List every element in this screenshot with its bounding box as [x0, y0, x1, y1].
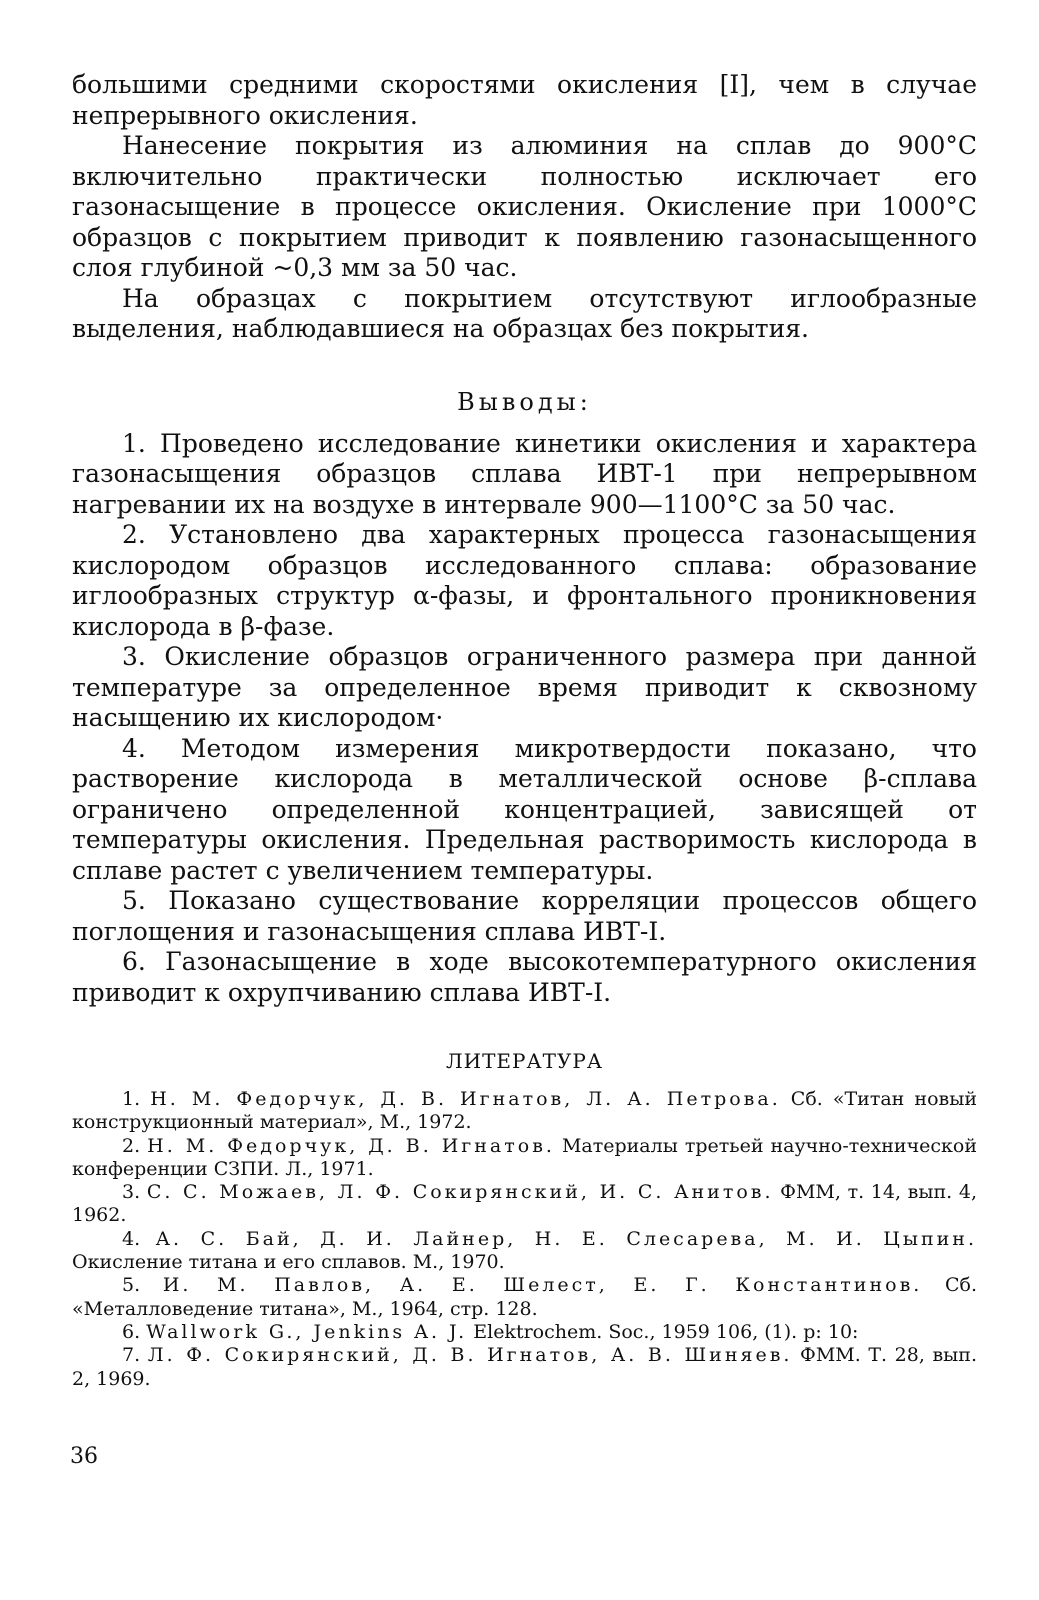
paragraph-2: Нанесение покрытия из алюминия на сплав до 900°C включительно практически полностью исключает его газонасыщение в процессе окисления. Окисление при 1000°C образцов с покрытием приводит к появлению газонасыщенного слоя глубиной ~0,3 мм за 50 час. [72, 131, 977, 282]
main-text [72, 70, 977, 345]
page-content [72, 70, 977, 1391]
reference-number: 3. [122, 1181, 141, 1204]
reference-item [72, 1135, 977, 1182]
reference-item [72, 1274, 977, 1321]
reference-authors: С. С. Можаев, Л. Ф. Сокирянский, И. С. Анитов. [146, 1181, 774, 1204]
conclusions-list [72, 429, 977, 1009]
paragraph-1: большими средними скоростями окисления [I], чем в случае непрерывного окисления. [72, 70, 977, 130]
reference-item [72, 1181, 977, 1228]
literature-heading: ЛИТЕРАТУРА [445, 1049, 604, 1073]
reference-list [72, 1088, 977, 1391]
reference-source: Сб. «Металловедение титана», М., 1964, стр. 128. [72, 1274, 977, 1320]
reference-authors: Л. Ф. Сокирянский, Д. В. Игнатов, А. В. Шиняев. [147, 1344, 793, 1367]
reference-authors: Wallwork G., Jenkins A. J. [146, 1320, 468, 1343]
reference-item [72, 1321, 977, 1344]
reference-number: 4. [122, 1227, 141, 1250]
reference-number: 7. [122, 1344, 141, 1367]
reference-authors: А. С. Бай, Д. И. Лайнер, Н. Е. Слесарева, М. И. Цыпин. [155, 1227, 977, 1250]
conclusion-item-1: 1. Проведено исследование кинетики окисления и характера газонасыщения образцов сплава ИВТ-1 при непрерывном нагревании их на воздухе в интервале 900—1100°C за 50 час. [72, 428, 977, 519]
reference-source: Материалы третьей научно-технической конференции СЗПИ. Л., 1971. [72, 1134, 977, 1180]
reference-item [72, 1344, 977, 1391]
conclusions-heading: Выводы: [457, 387, 592, 416]
reference-source: Elektrochem. Soc., 1959 106, (1). p: 10: [467, 1320, 859, 1343]
reference-number: 6. [122, 1320, 141, 1343]
reference-source: Сб. «Титан новый конструкционный материал», М., 1972. [72, 1088, 977, 1134]
reference-source: ФММ, т. 14, вып. 4, 1962. [72, 1181, 977, 1227]
conclusion-item-6: 6. Газонасыщение в ходе высокотемпературного окисления приводит к охрупчиванию сплава ИВТ-I. [72, 947, 977, 1007]
reference-number: 5. [122, 1274, 141, 1297]
reference-source: Окисление титана и его сплавов. М., 1970. [72, 1251, 505, 1274]
conclusion-item-4: 4. Методом измерения микротвердости показано, что растворение кислорода в металлической основе β-сплава ограничено определенной концентрацией, зависящей от температуры окисления. Предельная растворимость кислорода в сплаве растет с увеличением температуры. [72, 733, 977, 885]
reference-item [72, 1228, 977, 1275]
reference-number: 2. [122, 1134, 141, 1157]
reference-authors: И. М. Павлов, А. Е. Шелест, Е. Г. Константинов. [162, 1274, 923, 1297]
reference-item [72, 1088, 977, 1135]
reference-source: ФММ. Т. 28, вып. 2, 1969. [72, 1344, 977, 1390]
reference-authors: Н. М. Федорчук, Д. В. Игнатов, Л. А. Петрова. [150, 1088, 781, 1110]
conclusion-item-5: 5. Показано существование корреляции процессов общего поглощения и газонасыщения сплава ИВТ-I. [72, 886, 977, 946]
conclusion-item-3: 3. Окисление образцов ограниченного размера при данной температуре за определенное время приводит к сквозному насыщению их кислородом· [72, 642, 977, 732]
reference-number: 1. [122, 1088, 141, 1110]
page-number: 36 [70, 1444, 98, 1469]
conclusion-item-2: 2. Установлено два характерных процесса газонасыщения кислородом образцов исследованного сплава: образование иглообразных структур α-фазы, и фронтального проникновения кислорода в β-фазе. [72, 520, 977, 641]
reference-authors: Н. М. Федорчук, Д. В. Игнатов. [147, 1134, 555, 1157]
paragraph-3: На образцах с покрытием отсутствуют иглообразные выделения, наблюдавшиеся на образцах без покрытия. [72, 283, 977, 343]
